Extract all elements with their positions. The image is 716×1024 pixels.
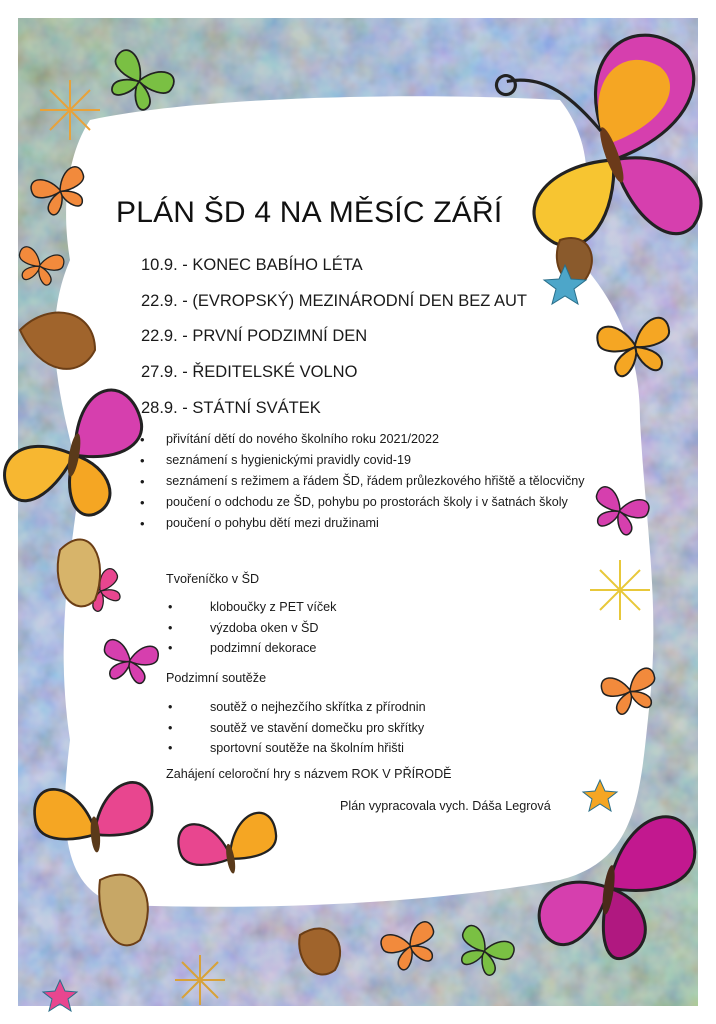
tvorenicko-item: • podzimní dekorace — [168, 638, 336, 659]
souteze-item: • soutěž ve stavění domečku pro skřítky — [168, 718, 426, 739]
date-item: 27.9. - ŘEDITELSKÉ VOLNO — [141, 363, 358, 382]
tvorenicko-heading: Tvořeníčko v ŠD — [166, 572, 260, 586]
tvorenicko-item: • kloboučky z PET víček — [168, 597, 336, 618]
activity-list — [140, 429, 585, 534]
tvorenicko-item: • výzdoba oken v ŠD — [168, 618, 336, 639]
annual-game-note: Zahájení celoroční hry s názvem ROK V PŘÍRODĚ — [166, 767, 452, 781]
author-signature: Plán vypracovala vych. Dáša Legrová — [340, 799, 551, 813]
page-title: PLÁN ŠD 4 NA MĚSÍC ZÁŘÍ — [116, 196, 503, 229]
tvorenicko-list — [168, 597, 336, 659]
date-item: 22.9. - PRVNÍ PODZIMNÍ DEN — [141, 327, 368, 346]
date-item: 22.9. - (EVROPSKÝ) MEZINÁRODNÍ DEN BEZ AUT — [141, 291, 527, 310]
date-item: 28.9. - STÁTNÍ SVÁTEK — [141, 398, 321, 417]
activity-item: • seznámení s hygienickými pravidly covid-19 — [140, 450, 585, 471]
souteze-item: • sportovní soutěže na školním hřišti — [168, 738, 426, 759]
activity-item: • přivítání dětí do nového školního roku 2021/2022 — [140, 429, 585, 450]
activity-item: • poučení o pohybu dětí mezi družinami — [140, 513, 585, 534]
date-item: 10.9. - KONEC BABÍHO LÉTA — [141, 256, 363, 274]
souteze-item: • soutěž o nejhezčího skřítka z přírodnin — [168, 697, 426, 718]
activity-item: • poučení o odchodu ze ŠD, pohybu po prostorách školy i v šatnách školy — [140, 492, 585, 513]
activity-item: • seznámení s režimem a řádem ŠD, řádem průlezkového hřiště a tělocvičny — [140, 471, 585, 492]
souteze-list — [168, 697, 426, 759]
souteze-heading: Podzimní soutěže — [166, 671, 267, 685]
date-list — [141, 253, 527, 431]
